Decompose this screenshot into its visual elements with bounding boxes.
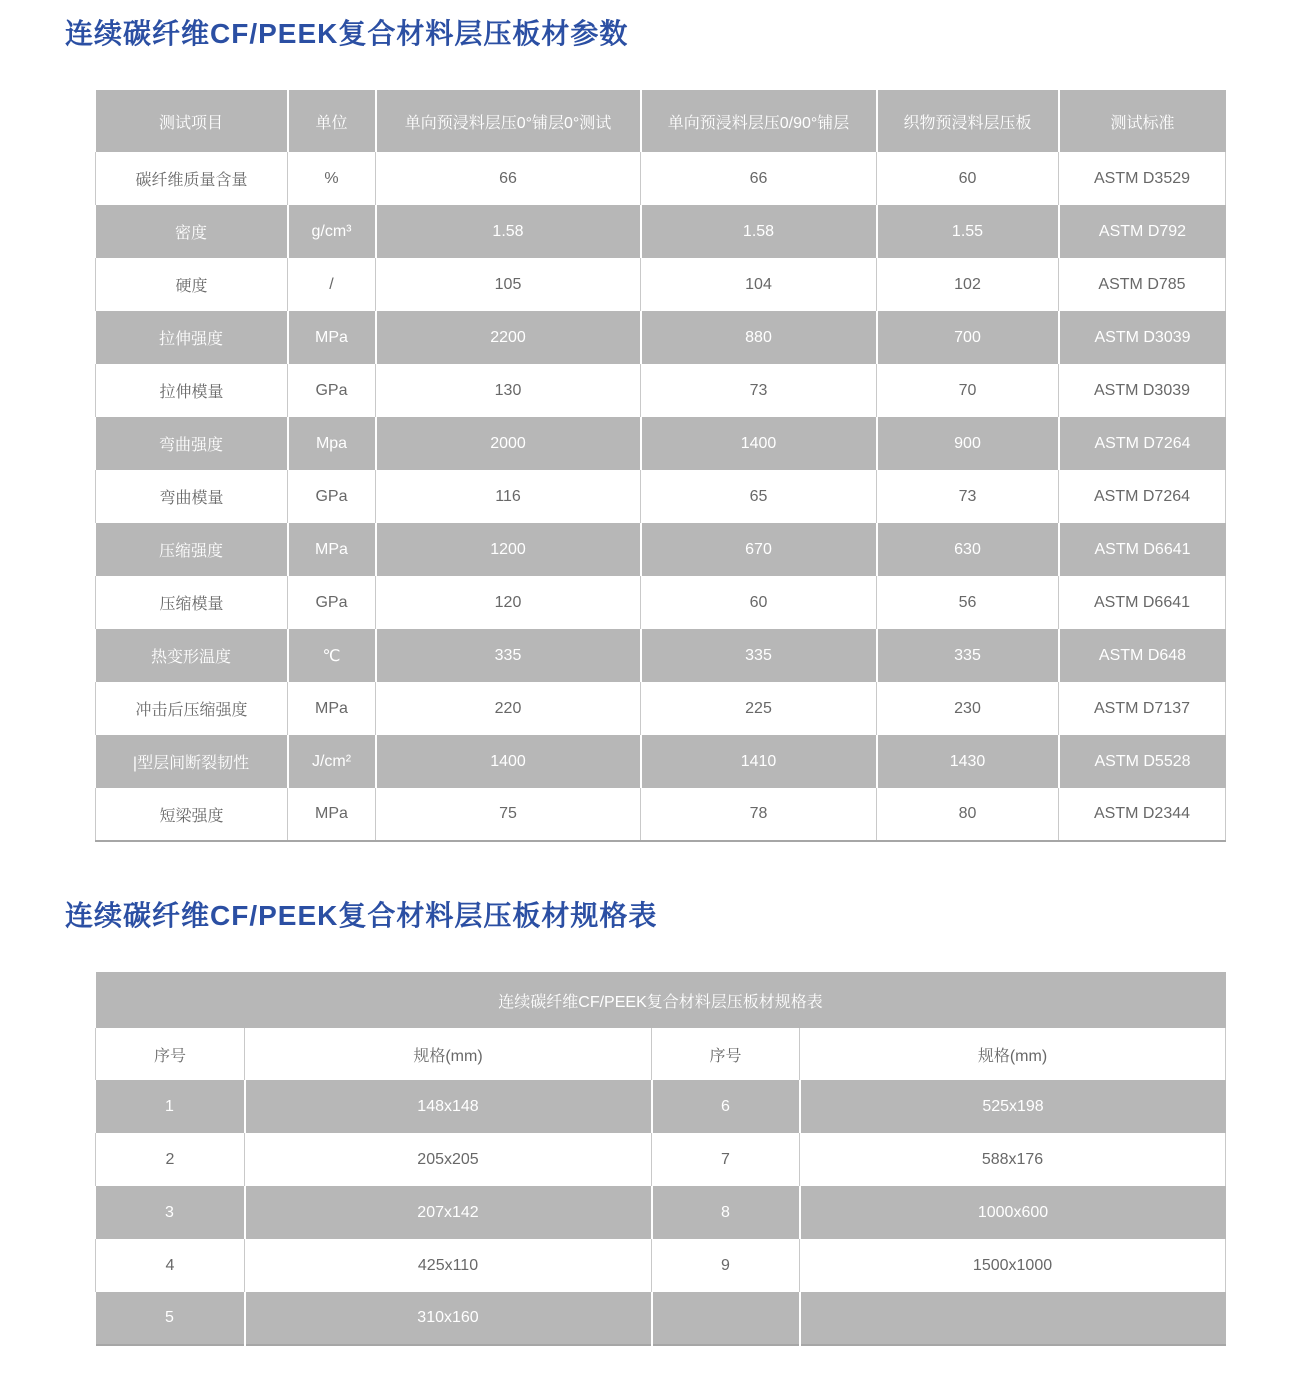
spec-size-cell: 207x142 [245,1186,652,1239]
spec-index-cell: 5 [96,1292,245,1345]
param-value-cell: 335 [641,629,877,682]
param-value-cell: 60 [641,576,877,629]
spec-header-size-1: 规格(mm) [245,1028,652,1080]
table-row [96,1292,1226,1345]
param-value-cell: 880 [641,311,877,364]
param-item-cell: 冲击后压缩强度 [96,682,288,735]
param-unit-cell: MPa [288,682,376,735]
spec-size-cell [800,1292,1226,1345]
param-unit-cell: ℃ [288,629,376,682]
param-value-cell: 1.58 [376,205,641,258]
param-value-cell: 60 [877,152,1059,205]
param-value-cell: 1400 [376,735,641,788]
param-item-cell: 密度 [96,205,288,258]
param-value-cell: 1430 [877,735,1059,788]
param-standard-cell: ASTM D2344 [1059,788,1226,841]
param-value-cell: 2000 [376,417,641,470]
param-standard-cell: ASTM D3039 [1059,364,1226,417]
spec-index-cell: 4 [96,1239,245,1292]
spec-header-index-2: 序号 [652,1028,800,1080]
table-row [96,311,1226,364]
param-standard-cell: ASTM D3039 [1059,311,1226,364]
spec-size-cell: 148x148 [245,1080,652,1133]
param-value-cell: 66 [376,152,641,205]
spec-size-cell: 588x176 [800,1133,1226,1186]
table-row [96,1186,1226,1239]
table-row [96,576,1226,629]
spec-section-title: 连续碳纤维CF/PEEK复合材料层压板材规格表 [65,900,658,931]
params-header-ud0: 单向预浸料层压0°铺层0°测试 [376,90,641,152]
param-value-cell: 130 [376,364,641,417]
param-value-cell: 1410 [641,735,877,788]
param-value-cell: 66 [641,152,877,205]
param-item-cell: 拉伸模量 [96,364,288,417]
params-header-item: 测试项目 [96,90,288,152]
params-header-row [96,90,1226,152]
param-standard-cell: ASTM D3529 [1059,152,1226,205]
param-value-cell: 700 [877,311,1059,364]
params-header-fabric: 织物预浸料层压板 [877,90,1059,152]
param-standard-cell: ASTM D792 [1059,205,1226,258]
param-value-cell: 220 [376,682,641,735]
param-item-cell: 弯曲模量 [96,470,288,523]
param-unit-cell: MPa [288,311,376,364]
param-standard-cell: ASTM D648 [1059,629,1226,682]
spec-table-body [96,1080,1226,1345]
param-item-cell: 弯曲强度 [96,417,288,470]
param-value-cell: 105 [376,258,641,311]
param-unit-cell: GPa [288,576,376,629]
table-row [96,682,1226,735]
param-value-cell: 73 [641,364,877,417]
param-value-cell: 80 [877,788,1059,841]
param-value-cell: 56 [877,576,1059,629]
param-unit-cell: MPa [288,523,376,576]
param-value-cell: 1200 [376,523,641,576]
param-item-cell: 压缩强度 [96,523,288,576]
table-row [96,1239,1226,1292]
param-value-cell: 73 [877,470,1059,523]
params-header-ud090: 单向预浸料层压0/90°铺层 [641,90,877,152]
param-item-cell: 压缩模量 [96,576,288,629]
param-standard-cell: ASTM D6641 [1059,523,1226,576]
spec-caption: 连续碳纤维CF/PEEK复合材料层压板材规格表 [96,972,1226,1028]
table-row [96,523,1226,576]
spec-header-index-1: 序号 [96,1028,245,1080]
param-value-cell: 1.58 [641,205,877,258]
spec-index-cell: 8 [652,1186,800,1239]
param-unit-cell: Mpa [288,417,376,470]
param-item-cell: 短梁强度 [96,788,288,841]
table-row [96,788,1226,841]
param-standard-cell: ASTM D7264 [1059,470,1226,523]
param-unit-cell: J/cm² [288,735,376,788]
param-value-cell: 102 [877,258,1059,311]
param-value-cell: 75 [376,788,641,841]
param-unit-cell: GPa [288,364,376,417]
param-unit-cell: MPa [288,788,376,841]
page [0,16,1300,1346]
param-value-cell: 1400 [641,417,877,470]
param-item-cell: 热变形温度 [96,629,288,682]
param-value-cell: 630 [877,523,1059,576]
table-row [96,152,1226,205]
spec-index-cell: 6 [652,1080,800,1133]
table-row [96,1133,1226,1186]
params-table [95,90,1226,842]
spec-index-cell: 3 [96,1186,245,1239]
params-header-standard: 测试标准 [1059,90,1226,152]
param-standard-cell: ASTM D785 [1059,258,1226,311]
param-item-cell: 拉伸强度 [96,311,288,364]
spec-index-cell [652,1292,800,1345]
params-header-unit: 单位 [288,90,376,152]
spec-table [95,972,1226,1346]
spec-size-cell: 425x110 [245,1239,652,1292]
table-row [96,258,1226,311]
spec-size-cell: 525x198 [800,1080,1226,1133]
table-row [96,1080,1226,1133]
spec-header-size-2: 规格(mm) [800,1028,1226,1080]
spec-subheader-row [96,1028,1226,1080]
param-standard-cell: ASTM D6641 [1059,576,1226,629]
param-value-cell: 104 [641,258,877,311]
table-row [96,470,1226,523]
params-section-title: 连续碳纤维CF/PEEK复合材料层压板材参数 [65,18,629,49]
param-value-cell: 335 [376,629,641,682]
param-value-cell: 225 [641,682,877,735]
param-unit-cell: g/cm³ [288,205,376,258]
param-standard-cell: ASTM D7264 [1059,417,1226,470]
table-row [96,629,1226,682]
param-value-cell: 116 [376,470,641,523]
param-value-cell: 78 [641,788,877,841]
param-item-cell: 碳纤维质量含量 [96,152,288,205]
param-standard-cell: ASTM D7137 [1059,682,1226,735]
spec-index-cell: 7 [652,1133,800,1186]
spec-index-cell: 2 [96,1133,245,1186]
param-item-cell: |型层间断裂韧性 [96,735,288,788]
param-unit-cell: % [288,152,376,205]
param-value-cell: 65 [641,470,877,523]
spec-size-cell: 1500x1000 [800,1239,1226,1292]
table-row [96,205,1226,258]
param-value-cell: 335 [877,629,1059,682]
param-value-cell: 120 [376,576,641,629]
param-value-cell: 230 [877,682,1059,735]
param-unit-cell: / [288,258,376,311]
param-value-cell: 70 [877,364,1059,417]
spec-index-cell: 9 [652,1239,800,1292]
table-row [96,417,1226,470]
table-row [96,735,1226,788]
spec-index-cell: 1 [96,1080,245,1133]
param-item-cell: 硬度 [96,258,288,311]
param-unit-cell: GPa [288,470,376,523]
param-value-cell: 1.55 [877,205,1059,258]
params-table-body [96,152,1226,841]
spec-size-cell: 1000x600 [800,1186,1226,1239]
table-row [96,364,1226,417]
param-value-cell: 900 [877,417,1059,470]
param-value-cell: 670 [641,523,877,576]
spec-caption-row [96,972,1226,1028]
spec-size-cell: 310x160 [245,1292,652,1345]
param-standard-cell: ASTM D5528 [1059,735,1226,788]
param-value-cell: 2200 [376,311,641,364]
spec-size-cell: 205x205 [245,1133,652,1186]
